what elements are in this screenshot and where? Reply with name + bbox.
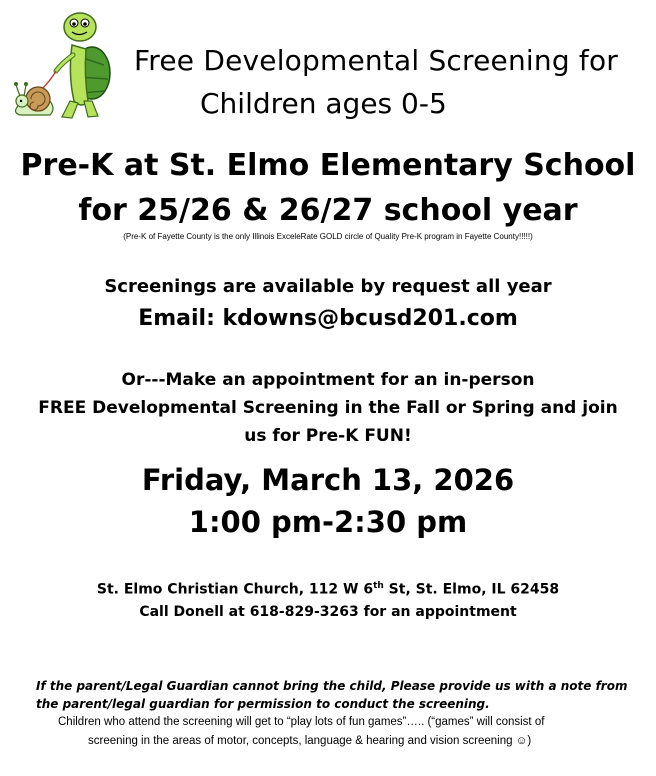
- title-line-2: Children ages 0-5: [200, 87, 447, 120]
- address-part-1: St. Elmo Christian Church, 112 W 6: [96, 581, 374, 598]
- appointment-line-3: us for Pre-K FUN!: [244, 426, 412, 446]
- turtle-snail-illustration: [10, 5, 120, 125]
- quality-note: (Pre-K of Fayette County is the only Illinois ExceleRate GOLD circle of Quality Pre-K program in Fayette County!!!!!): [123, 232, 533, 241]
- address-part-2: St, St. Elmo, IL 62458: [383, 581, 560, 598]
- snail-icon: [14, 82, 53, 115]
- event-time: 1:00 pm-2:30 pm: [188, 505, 468, 539]
- games-note-line-1: Children who attend the screening will get to “play lots of fun games”….. (“games” will consist of: [58, 716, 545, 728]
- contact-email: Email: kdowns@bcusd201.com: [138, 306, 518, 331]
- guardian-note-line-2: the parent/legal guardian for permission to conduct the screening.: [36, 697, 490, 711]
- call-instructions: Call Donell at 618-829-3263 for an appointment: [139, 604, 517, 620]
- address-superscript: th: [373, 581, 384, 591]
- turtle-icon: [56, 13, 110, 118]
- appointment-line-1: Or---Make an appointment for an in-person: [121, 370, 535, 390]
- event-date: Friday, March 13, 2026: [141, 463, 515, 497]
- event-address: [0, 581, 656, 598]
- availability-text: Screenings are available by request all year: [104, 276, 552, 297]
- title-line-1: Free Developmental Screening for: [134, 44, 619, 77]
- school-heading-line-1: Pre-K at St. Elmo Elementary School: [20, 148, 636, 183]
- school-heading-line-2: for 25/26 & 26/27 school year: [78, 193, 578, 228]
- appointment-line-2: FREE Developmental Screening in the Fall or Spring and join: [38, 398, 618, 418]
- games-note-line-2: screening in the areas of motor, concepts, language & hearing and vision screening ☺): [88, 735, 532, 747]
- guardian-note-line-1: If the parent/Legal Guardian cannot bring the child, Please provide us with a note from: [36, 679, 628, 693]
- leash: [42, 71, 56, 89]
